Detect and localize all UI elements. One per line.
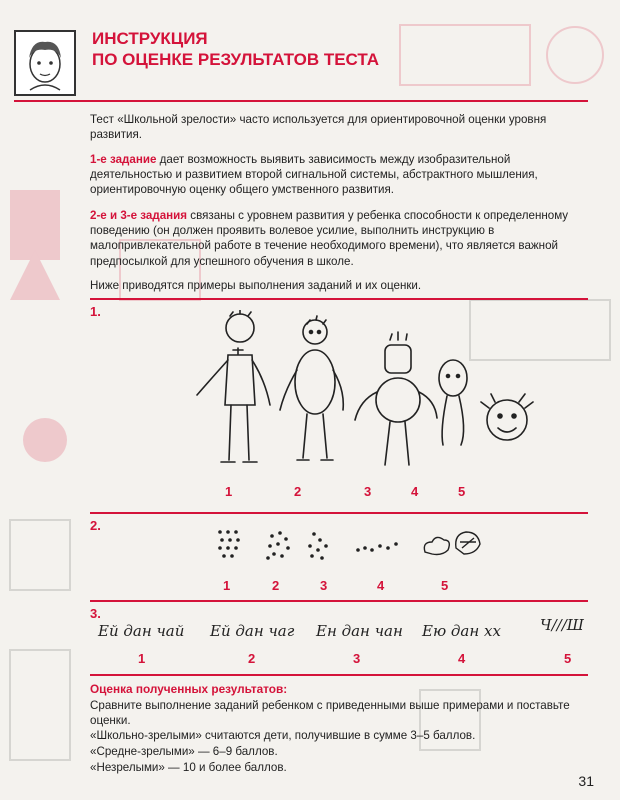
score-1-2: 2 <box>294 484 302 499</box>
evaluation-title: Оценка полученных результатов: <box>90 682 288 696</box>
score-1-1: 1 <box>225 484 233 499</box>
task23-lead: 2-е и 3-е задания <box>90 209 188 222</box>
intro-paragraph-3 <box>90 208 588 269</box>
section-2-label: 2. <box>90 518 101 533</box>
score-1-5: 5 <box>458 484 466 499</box>
avatar <box>14 30 76 96</box>
page-number: 31 <box>578 773 594 789</box>
intro-paragraph-2 <box>90 152 588 198</box>
evaluation-line-2: «Школьно-зрелыми» считаются дети, получившие в сумме 3–5 баллов. <box>90 729 476 742</box>
copy-sample-1: Ей дан чай <box>98 622 185 640</box>
copy-sample-4: Ею дан хх <box>422 622 501 640</box>
score-2-1: 1 <box>223 578 231 593</box>
divider <box>90 600 588 602</box>
score-2-3: 3 <box>320 578 328 593</box>
title-line-2: ПО ОЦЕНКЕ РЕЗУЛЬТАТОВ ТЕСТА <box>92 50 379 69</box>
evaluation-line-1: Сравните выполнение заданий ребенком с приведенными выше примерами и поставьте оценки. <box>90 699 570 728</box>
intro-text-1: Тест «Школьной зрелости» часто используется для ориентировочной оценки уровня развития. <box>90 113 547 142</box>
drawings-human-figures <box>185 310 545 480</box>
divider <box>14 100 588 102</box>
title-line-1: ИНСТРУКЦИЯ <box>92 29 208 48</box>
section-3-label: 3. <box>90 606 101 621</box>
task1-text: дает возможность выявить зависимость между изобразительной деятельностью и развитием второй сигнальной системы, абстрактного мышления, ориентировочную оценку общего умственного развития. <box>90 153 538 197</box>
drawings-dot-patterns <box>210 524 490 574</box>
score-2-5: 5 <box>441 578 449 593</box>
copy-sample-5: Ч///Ш <box>540 616 584 634</box>
evaluation-line-3: «Средне-зрелыми» — 6–9 баллов. <box>90 745 278 758</box>
copy-sample-3: Ен дан чан <box>316 622 403 640</box>
divider <box>90 674 588 676</box>
divider <box>90 298 588 300</box>
score-3-5: 5 <box>564 651 572 666</box>
score-1-3: 3 <box>364 484 372 499</box>
score-1-4: 4 <box>411 484 419 499</box>
task23-text: связаны с уровнем развития у ребенка способности к определенному поведению (он должен проявить волевое усилие, выполнить инструкцию в малопривлекательной работе в течение необходимого времени), что является важной предпосылкой для успешного обучения в школе. <box>90 209 569 268</box>
copy-sample-2: Ей дан чаг <box>210 622 295 640</box>
page-title <box>92 28 379 70</box>
score-3-3: 3 <box>353 651 361 666</box>
score-2-2: 2 <box>272 578 280 593</box>
boy-face-icon <box>16 32 74 94</box>
section-1-label: 1. <box>90 304 101 319</box>
score-3-4: 4 <box>458 651 466 666</box>
intro-text-4: Ниже приводятся примеры выполнения заданий и их оценки. <box>90 279 422 292</box>
intro-paragraph-4 <box>90 278 588 293</box>
score-2-4: 4 <box>377 578 385 593</box>
evaluation-line-4: «Незрелыми» — 10 и более баллов. <box>90 761 287 774</box>
score-3-2: 2 <box>248 651 256 666</box>
intro-paragraph-1 <box>90 112 588 142</box>
score-3-1: 1 <box>138 651 146 666</box>
task1-lead: 1-е задание <box>90 153 157 166</box>
divider <box>90 512 588 514</box>
